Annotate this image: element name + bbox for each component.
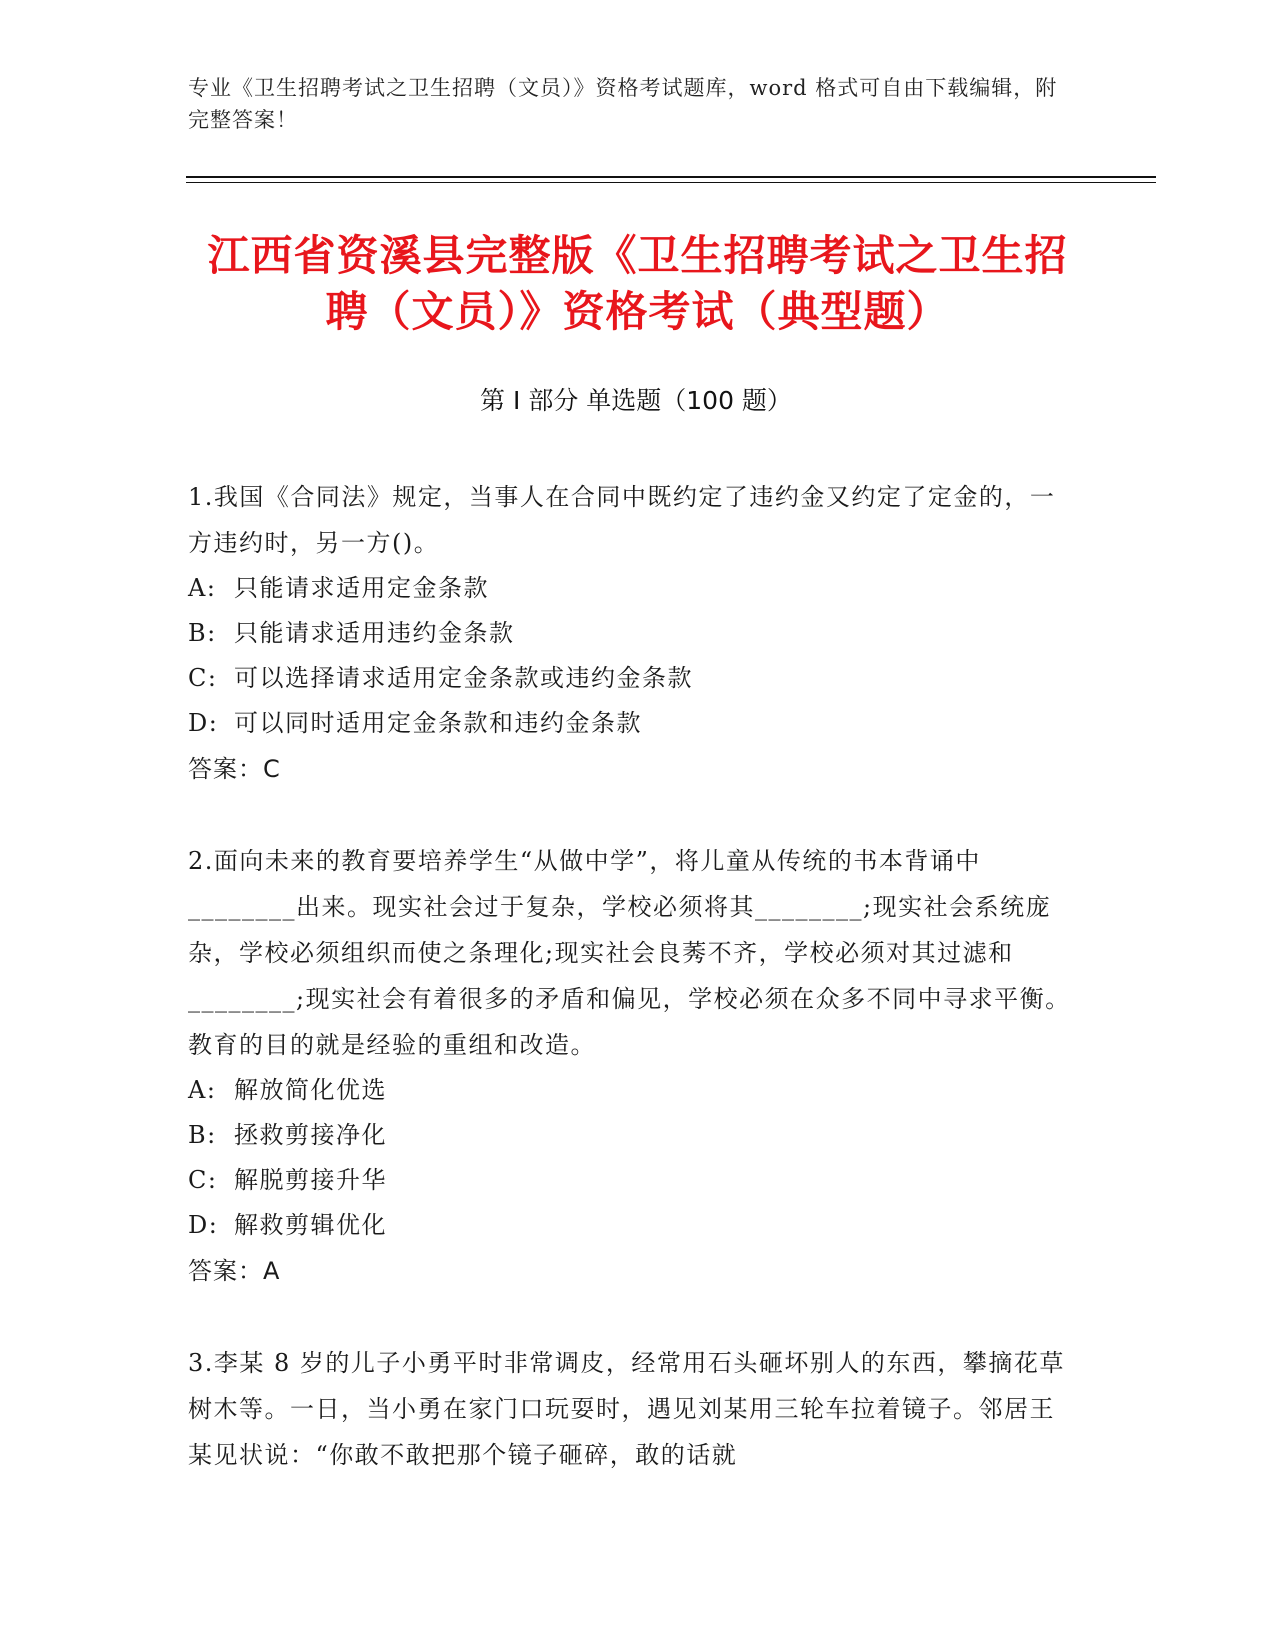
option-d bbox=[188, 1203, 1078, 1248]
option-text: 可以同时适用定金条款和违约金条款 bbox=[234, 709, 642, 737]
option-letter: A: bbox=[188, 1076, 217, 1104]
option-text: 可以选择请求适用定金条款或违约金条款 bbox=[234, 664, 693, 692]
question-1 bbox=[188, 474, 1078, 792]
section-title: 第 I 部分 单选题（100 题） bbox=[480, 386, 792, 415]
option-letter: C: bbox=[188, 1166, 218, 1194]
document-title: 江西省资溪县完整版《卫生招聘考试之卫生招聘（文员）》资格考试（典型题） bbox=[207, 231, 1068, 336]
option-text: 解放简化优选 bbox=[234, 1076, 387, 1104]
answer-line: 答案：C bbox=[188, 755, 281, 783]
option-letter: A: bbox=[188, 574, 217, 602]
option-c bbox=[188, 1158, 1078, 1203]
question-list bbox=[188, 474, 1078, 1524]
option-text: 拯救剪接净化 bbox=[234, 1121, 387, 1149]
option-b bbox=[188, 611, 1078, 656]
header-divider-thick bbox=[186, 176, 1156, 178]
option-a bbox=[188, 566, 1078, 611]
question-3 bbox=[188, 1340, 1078, 1478]
option-d bbox=[188, 701, 1078, 746]
option-text: 只能请求适用定金条款 bbox=[234, 574, 489, 602]
option-text: 解救剪辑优化 bbox=[234, 1211, 387, 1239]
option-letter: B: bbox=[188, 619, 217, 647]
question-stem: 1.我国《合同法》规定，当事人在合同中既约定了违约金又约定了定金的，一方违约时，另一方()。 bbox=[188, 483, 1056, 557]
option-letter: B: bbox=[188, 1121, 217, 1149]
answer-line: 答案：A bbox=[188, 1257, 281, 1285]
option-b bbox=[188, 1113, 1078, 1158]
option-letter: D: bbox=[188, 1211, 219, 1239]
option-letter: C: bbox=[188, 664, 218, 692]
header-note: 专业《卫生招聘考试之卫生招聘（文员）》资格考试题库，word 格式可自由下载编辑，附完整答案！ bbox=[188, 76, 1058, 132]
option-letter: D: bbox=[188, 709, 219, 737]
question-stem: 3.李某 8 岁的儿子小勇平时非常调皮，经常用石头砸坏别人的东西，攀摘花草树木等。一日，当小勇在家门口玩耍时，遇见刘某用三轮车拉着镜子。邻居王某见状说：“你敢不敢把那个镜子砸碎，敢的话就 bbox=[188, 1349, 1065, 1469]
option-c bbox=[188, 656, 1078, 701]
option-text: 解脱剪接升华 bbox=[234, 1166, 387, 1194]
option-a bbox=[188, 1068, 1078, 1113]
option-text: 只能请求适用违约金条款 bbox=[234, 619, 515, 647]
question-2 bbox=[188, 838, 1078, 1294]
question-stem: 2.面向未来的教育要培养学生“从做中学”，将儿童从传统的书本背诵中________出来。现实社会过于复杂，学校必须将其________;现实社会系统庞杂，学校必须组织而使之条理化;现实社会良莠不齐，学校必须对其过滤和________;现实社会有着很多的矛盾和偏见，学校必须在众多不同中寻求平衡。教育的目的就是经验的重组和改造。 bbox=[188, 847, 1071, 1059]
header-divider-thin bbox=[186, 182, 1156, 183]
